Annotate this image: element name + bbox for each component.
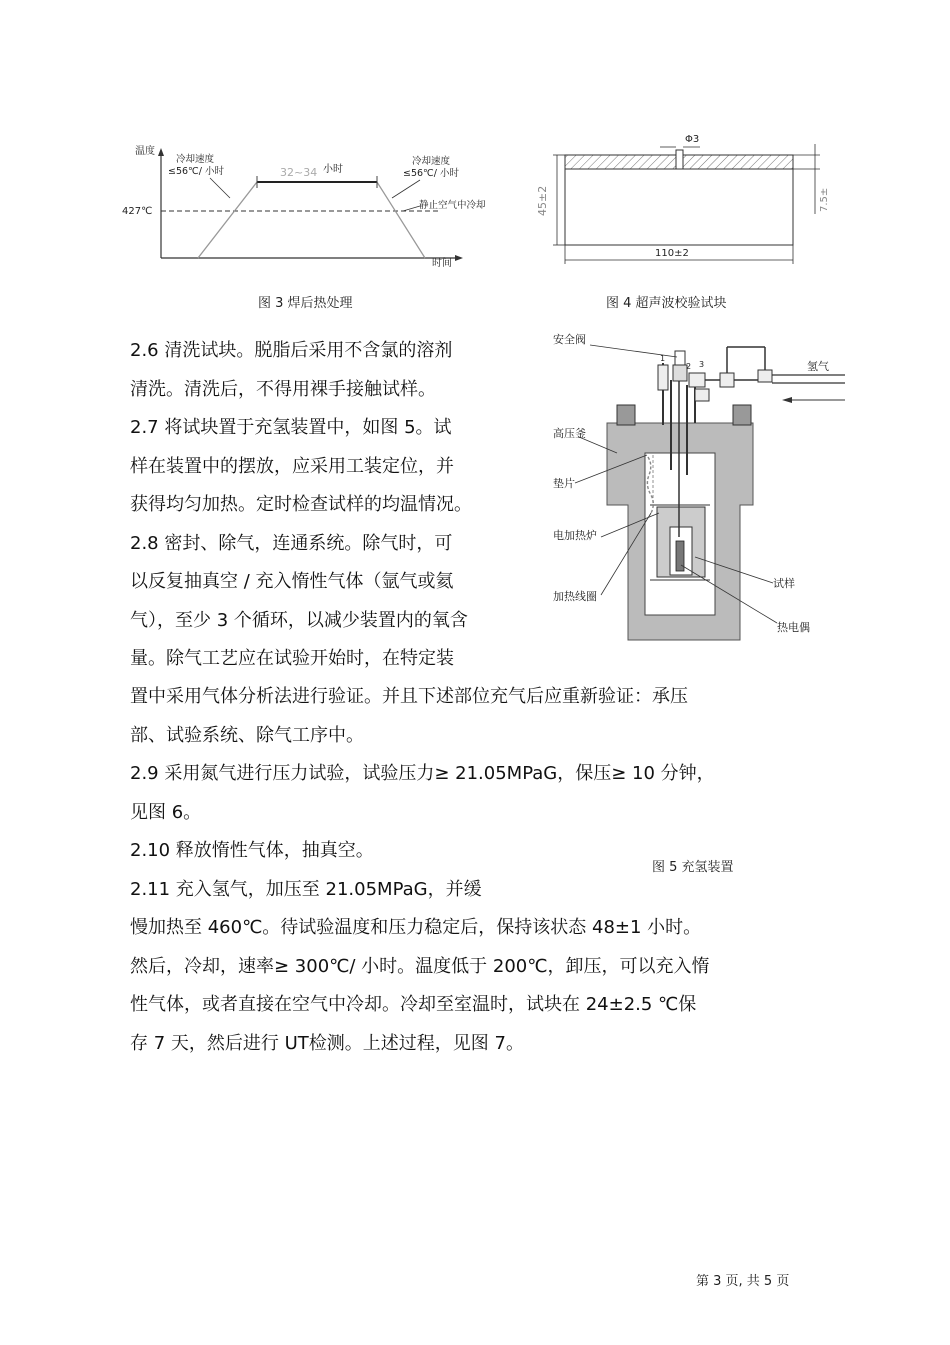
body-line: 慢加热至 460℃。待试验温度和压力稳定后，保持该状态 48±1 小时。 bbox=[130, 917, 702, 938]
fig4-width-label: 110±2 bbox=[655, 248, 689, 259]
body-line: 置中采用气体分析法进行验证。并且下述部位充气后应重新验证：承压 bbox=[130, 686, 688, 707]
body-line: 以反复抽真空 / 充入惰性气体（氩气或氦 bbox=[130, 571, 454, 592]
fig3-x-axis-label: 时间 bbox=[432, 258, 452, 269]
body-line: 2.11 充入氢气，加压至 21.05MPaG，并缓 bbox=[130, 878, 482, 900]
fig3-temp-label: 427℃ bbox=[122, 206, 153, 217]
fig3-hold-value: 32~34 bbox=[280, 166, 318, 179]
body-line: 样在装置中的摆放，应采用工装定位，并 bbox=[130, 455, 454, 477]
body-line: 获得均匀加热。定时检查试样的均温情况。 bbox=[130, 494, 472, 515]
body-line: 2.6 清洗试块。脱脂后采用不含氯的溶剂 bbox=[130, 340, 453, 361]
body-line: 然后，冷却，速率≥ 300℃/ 小时。温度低于 200℃，卸压，可以充入惰 bbox=[130, 955, 710, 977]
fig5-valve-mark-3: 3 bbox=[699, 360, 705, 369]
body-line: 性气体，或者直接在空气中冷却。冷却至室温时，试块在 24±2.5 ℃保 bbox=[130, 994, 697, 1015]
fig3-hold-unit: 小时 bbox=[323, 164, 343, 175]
body-line: 2.10 释放惰性气体，抽真空。 bbox=[130, 840, 374, 861]
fig3-left-rate-line1: 冷却速度 bbox=[176, 154, 215, 165]
body-line: 部、试验系统、除气工序中。 bbox=[130, 724, 364, 746]
body-line: 量。除气工艺应在试验开始时，在特定装 bbox=[130, 648, 454, 669]
body-line: 2.7 将试块置于充氢装置中，如图 5。试 bbox=[130, 417, 452, 438]
body-wide-column bbox=[130, 678, 830, 1063]
body-narrow-column bbox=[130, 332, 530, 679]
fig5-safety-valve-label: 安全阀 bbox=[553, 333, 586, 346]
figure-5-caption: 图 5 充氢装置 bbox=[652, 860, 734, 875]
body-line: 气），至少 3 个循环，以减少装置内的氧含 bbox=[130, 609, 468, 631]
figure-4-calibration-block bbox=[535, 128, 830, 270]
fig3-air-cool-label: 静止空气中冷却 bbox=[419, 200, 486, 211]
figure-4-caption: 图 4 超声波校验试块 bbox=[606, 296, 727, 311]
fig4-hole-label: Φ3 bbox=[685, 134, 700, 145]
body-line: 清洗。清洗后，不得用裸手接触试样。 bbox=[130, 378, 436, 400]
body-line: 2.9 采用氮气进行压力试验，试验压力≥ 21.05MPaG，保压≥ 10 分钟， bbox=[130, 763, 715, 784]
fig4-depth-label: 7.5± bbox=[819, 187, 830, 212]
fig5-hydrogen-label: 氢气 bbox=[807, 360, 829, 373]
fig3-right-rate-line2: ≤56℃/ 小时 bbox=[403, 168, 459, 179]
fig5-gasket-label: 垫片 bbox=[553, 477, 575, 490]
body-line: 存 7 天，然后进行 UT检测。上述过程，见图 7。 bbox=[130, 1032, 524, 1054]
fig3-right-rate-line1: 冷却速度 bbox=[412, 156, 451, 167]
fig4-height-label: 45±2 bbox=[536, 185, 549, 216]
page-number-footer: 第 3 页, 共 5 页 bbox=[696, 1274, 790, 1289]
figure-3-pwht-chart bbox=[120, 138, 486, 270]
fig5-valve-mark-2: 2 bbox=[686, 362, 692, 371]
fig5-coil-label: 加热线圈 bbox=[553, 590, 597, 603]
figure-5-hydrogen-apparatus bbox=[545, 325, 850, 650]
fig5-thermocouple-label: 热电偶 bbox=[777, 621, 810, 634]
fig5-specimen-label: 试样 bbox=[773, 577, 795, 590]
fig5-furnace-label: 电加热炉 bbox=[553, 529, 597, 542]
fig5-valve-mark-1: 1 bbox=[660, 354, 666, 363]
fig3-y-axis-label: 温度 bbox=[135, 146, 155, 157]
body-line: 2.8 密封、除气，连通系统。除气时，可 bbox=[130, 532, 453, 554]
fig5-autoclave-label: 高压釜 bbox=[553, 427, 586, 440]
body-line: 见图 6。 bbox=[130, 801, 202, 823]
figure-3-caption: 图 3 焊后热处理 bbox=[258, 296, 353, 311]
fig3-left-rate-line2: ≤56℃/ 小时 bbox=[168, 166, 224, 177]
